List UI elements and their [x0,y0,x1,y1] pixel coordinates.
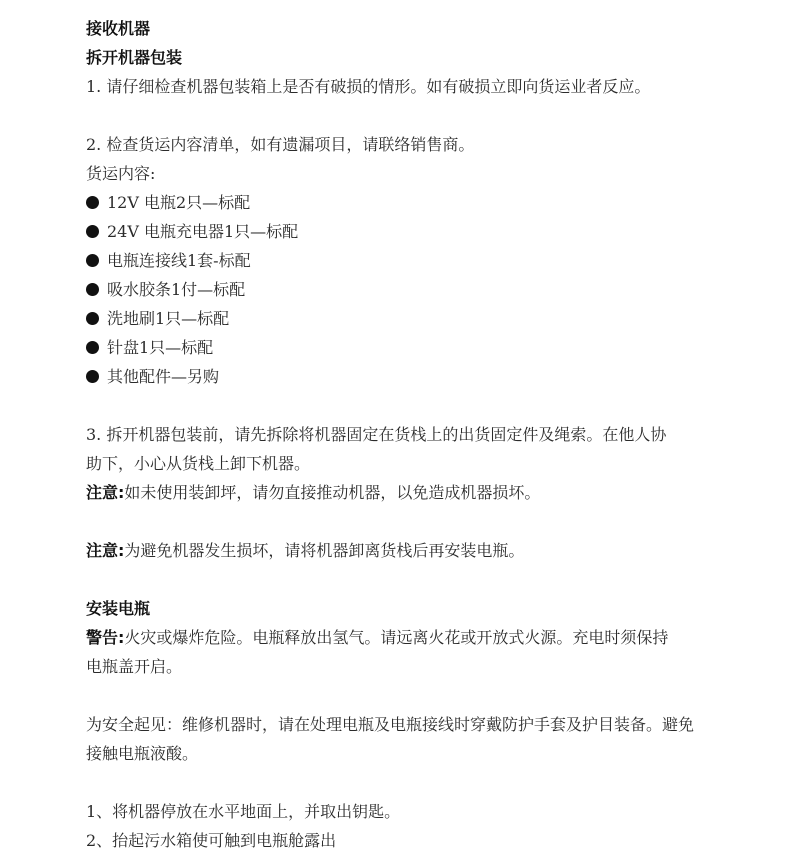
list-item [86,275,776,304]
spacer [86,391,776,420]
list-item-text: 其他配件—另购 [107,367,220,386]
safety-line-1: 为安全起见：维修机器时，请在处理电瓶及电瓶接线时穿戴防护手套及护目装备。避免 [86,715,695,734]
step-2-text: 2. 检查货运内容清单，如有遗漏项目，请联络销售商。 [86,135,475,154]
list-item [86,246,776,275]
spacer [86,101,776,130]
document-body [86,14,776,855]
spacer [86,768,776,797]
list-item-text: 洗地刷1只—标配 [107,309,230,328]
list-item [86,362,776,391]
subheading-unpack: 拆开机器包装 [86,48,183,67]
step-3-text-line-1: 3. 拆开机器包装前，请先拆除将机器固定在货栈上的出货固定件及绳索。在他人协 [86,425,667,444]
list-item [86,217,776,246]
warning-label: 警告: [86,628,125,647]
list-item-text: 24V 电瓶充电器1只—标配 [107,222,299,241]
warning-line-1 [86,623,776,652]
spacer [86,681,776,710]
note-2 [86,536,776,565]
list-item [86,188,776,217]
bullet-icon [86,283,99,296]
spacer [86,565,776,594]
bullet-icon [86,312,99,325]
note-1 [86,478,776,507]
note-label: 注意: [86,541,125,560]
step-3-text-line-2: 助下，小心从货栈上卸下机器。 [86,454,311,473]
section-heading-install-battery: 安装电瓶 [86,599,151,618]
list-item-text: 12V 电瓶2只—标配 [107,193,251,212]
bullet-icon [86,370,99,383]
warning-text: 火灾或爆炸危险。电瓶释放出氢气。请远离火花或开放式火源。充电时须保持 [124,628,669,647]
note-label: 注意: [86,483,125,502]
list-item-text: 针盘1只—标配 [107,338,214,357]
battery-step-1: 1、将机器停放在水平地面上，并取出钥匙。 [86,802,401,821]
section-heading-receive-machine: 接收机器 [86,19,151,38]
note-text: 如未使用装卸坪，请勿直接推动机器，以免造成机器损坏。 [124,483,541,502]
warning-line-2: 电瓶盖开启。 [86,657,183,676]
battery-step-2: 2、抬起污水箱使可触到电瓶舱露出 [86,831,337,850]
note-text: 为避免机器发生损坏，请将机器卸离货栈后再安装电瓶。 [124,541,525,560]
bullet-icon [86,341,99,354]
spacer [86,507,776,536]
bullet-icon [86,254,99,267]
list-item [86,304,776,333]
contents-label: 货运内容: [86,164,156,183]
list-item-text: 吸水胶条1付—标配 [107,280,246,299]
bullet-icon [86,225,99,238]
bullet-icon [86,196,99,209]
step-1-text: 1. 请仔细检查机器包装箱上是否有破损的情形。如有破损立即向货运业者反应。 [86,77,651,96]
safety-line-2: 接触电瓶液酸。 [86,744,199,763]
list-item-text: 电瓶连接线1套-标配 [107,251,251,270]
list-item [86,333,776,362]
